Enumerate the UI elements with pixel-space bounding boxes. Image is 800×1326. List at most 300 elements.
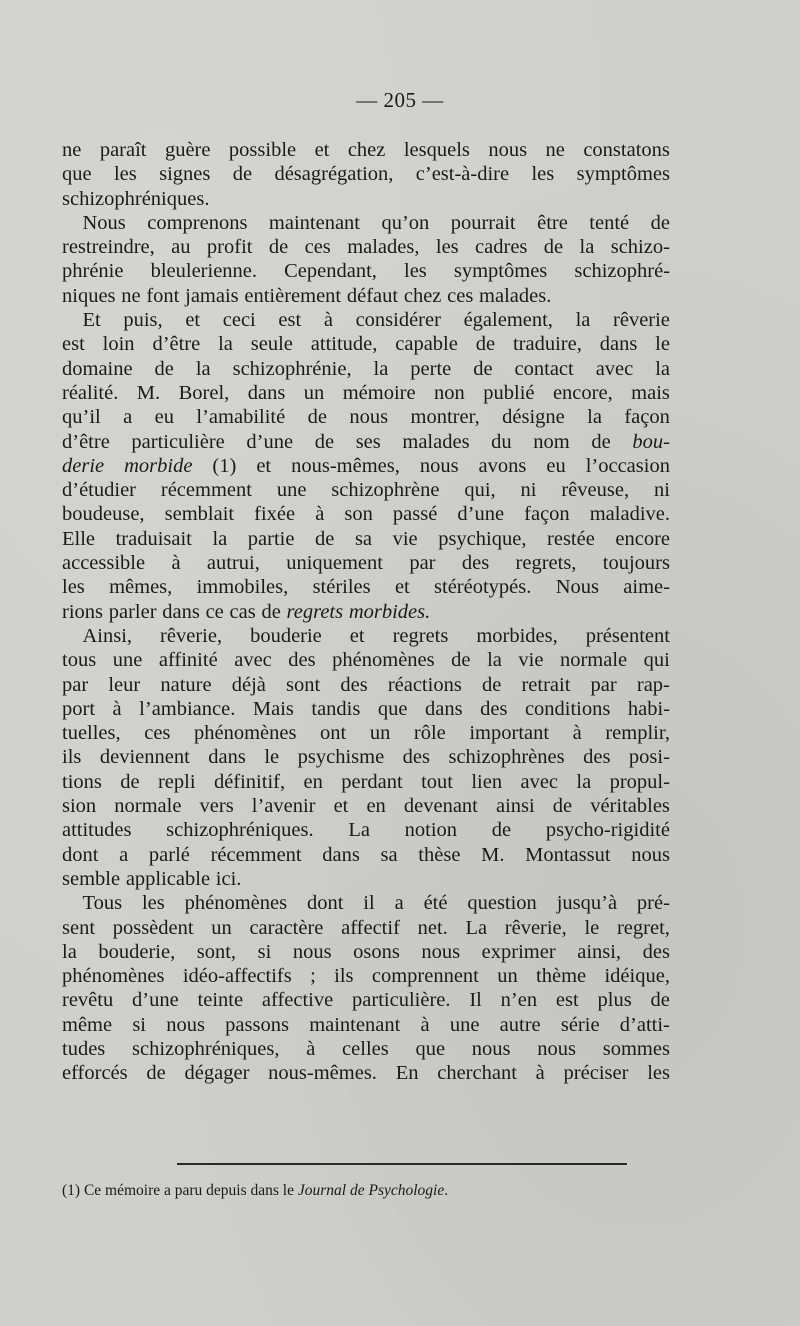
word: perte — [410, 357, 452, 380]
word: traduisait — [115, 527, 192, 550]
word: sa — [354, 527, 373, 550]
word: la — [587, 406, 602, 429]
word: psychisme — [297, 746, 385, 769]
word: le — [264, 746, 280, 769]
word: malades. — [479, 284, 552, 307]
word: accessible — [62, 552, 146, 575]
word: domaine — [62, 357, 133, 380]
word: profit — [206, 236, 253, 259]
word: restée — [547, 527, 595, 550]
word: des — [288, 649, 316, 672]
text-line — [62, 381, 670, 405]
word: idéo-affectifs — [182, 965, 292, 988]
word: En — [395, 1062, 419, 1085]
word: également, — [463, 309, 553, 332]
text-line — [62, 1013, 670, 1037]
word: Et — [82, 309, 101, 332]
word: font — [146, 284, 180, 307]
word: déjà — [231, 673, 266, 696]
word: dans — [162, 600, 200, 623]
word: ces — [447, 284, 474, 307]
word: phrénie — [62, 260, 124, 283]
word: rions — [62, 600, 103, 623]
word: M. — [136, 381, 161, 404]
word: psychique, — [438, 527, 527, 550]
word: la — [62, 940, 77, 963]
word: que — [62, 163, 92, 186]
word: ni — [653, 479, 670, 502]
word: osons — [353, 940, 400, 963]
word: de — [146, 1062, 166, 1085]
word: des — [642, 940, 670, 963]
word: des — [583, 746, 611, 769]
word: été — [423, 892, 448, 915]
word: une — [112, 649, 143, 672]
word: l’occasion — [585, 454, 670, 477]
word: la — [212, 527, 228, 550]
word: ainsi — [495, 795, 535, 818]
text-line — [62, 745, 670, 769]
word: la — [195, 357, 211, 380]
word: morbides, — [476, 624, 558, 647]
word: ceci — [222, 309, 256, 332]
text-line — [62, 600, 670, 624]
word: et — [185, 309, 201, 332]
word: mêmes, — [109, 576, 173, 599]
word: eu — [546, 454, 566, 477]
word: pré- — [636, 892, 670, 915]
word: passé — [392, 503, 438, 526]
text-line — [62, 259, 670, 283]
word: derie — [62, 454, 105, 477]
word: signes — [159, 163, 211, 186]
word: phénomènes — [332, 649, 435, 672]
word: toujours — [602, 552, 670, 575]
word: stéréotypés. — [434, 576, 532, 599]
word: récemment — [160, 479, 252, 502]
text-line — [62, 430, 670, 454]
word: la — [576, 770, 592, 793]
word: même — [62, 1013, 113, 1036]
word: de — [307, 406, 327, 429]
word: teinte — [197, 989, 244, 1012]
word: des — [480, 697, 508, 720]
word: morbide — [124, 454, 193, 477]
word: ainsi, — [577, 940, 622, 963]
word: ce — [205, 600, 224, 623]
word: de — [481, 673, 502, 696]
word: cas — [229, 600, 256, 623]
word: schizophréniques. — [62, 187, 210, 210]
word: vie — [518, 649, 544, 672]
word: tout — [421, 770, 453, 793]
word: de — [473, 357, 493, 380]
word: du — [491, 430, 512, 453]
word: ils — [334, 965, 354, 988]
word: ces — [144, 722, 171, 745]
word: bouderie — [250, 624, 322, 647]
word: avec — [234, 649, 272, 672]
word: question — [467, 892, 537, 915]
word: applicable — [125, 867, 211, 890]
word: par — [409, 552, 436, 575]
word: dans — [208, 746, 246, 769]
word: publié — [483, 381, 535, 404]
word: dont — [62, 843, 99, 866]
word: jamais — [185, 284, 239, 307]
word: nature — [160, 673, 212, 696]
word: montrer, — [410, 406, 480, 429]
word: de — [451, 649, 471, 672]
word: malades, — [347, 236, 420, 259]
word: deviennent — [99, 746, 190, 769]
word: une — [276, 479, 307, 502]
word: symptômes — [453, 260, 548, 283]
word: revêtu — [62, 989, 114, 1012]
word: les — [141, 892, 165, 915]
word: semble — [62, 867, 121, 890]
word: regrets, — [515, 552, 577, 575]
word: maladive. — [589, 503, 670, 526]
word: nous — [488, 139, 528, 161]
word: devenant — [403, 795, 478, 818]
word: réalité. — [62, 381, 119, 404]
word: dans — [599, 333, 638, 356]
word: l’ambiance. — [139, 697, 236, 720]
word: présentent — [585, 624, 670, 647]
word: Cependant, — [284, 260, 377, 283]
word: les — [62, 576, 85, 599]
word: qu’il — [62, 406, 101, 429]
word: rêveuse, — [561, 479, 630, 502]
word: à — [171, 552, 181, 575]
word: d’une — [457, 503, 505, 526]
word: affective — [261, 989, 334, 1012]
word: habi- — [627, 697, 670, 720]
word: d’une — [246, 430, 294, 453]
word: maintenant — [309, 1013, 401, 1036]
word: M. — [481, 843, 505, 866]
text-line — [62, 478, 670, 502]
word: pourrait — [450, 211, 516, 234]
word: nous — [471, 1037, 511, 1060]
word: Nous — [82, 211, 126, 234]
text-line — [62, 916, 670, 940]
word: de — [314, 430, 335, 453]
word: loin — [102, 333, 135, 356]
word: et — [314, 139, 330, 161]
word: de — [475, 333, 496, 356]
word: Elle — [62, 527, 96, 550]
word: La — [348, 819, 370, 842]
word: ont — [320, 722, 347, 745]
word: nous — [349, 406, 389, 429]
word: exprimer — [481, 940, 556, 963]
word: nous — [166, 1013, 205, 1036]
word: rêverie, — [504, 916, 567, 939]
word: façon — [624, 406, 670, 429]
word: regret, — [616, 916, 670, 939]
word: de — [261, 600, 281, 623]
word: être — [537, 211, 568, 234]
word: encore, — [552, 381, 613, 404]
word: thèse — [418, 843, 461, 866]
word: perdant — [341, 770, 403, 793]
word: sont — [286, 673, 321, 696]
word: la — [373, 357, 389, 380]
word: nous — [537, 1037, 576, 1060]
word: celles — [342, 1037, 389, 1060]
page-number: — 205 — — [356, 88, 444, 112]
word: en — [303, 770, 323, 793]
word: port — [62, 697, 96, 720]
word: la — [487, 649, 502, 672]
word: tudes — [62, 1037, 106, 1060]
word: particulière — [131, 430, 225, 453]
word: bleulerienne. — [150, 260, 258, 283]
word: c’est-à-dire — [415, 163, 510, 186]
word: à — [315, 503, 325, 526]
word: l’amabilité — [196, 406, 286, 429]
word: et — [394, 576, 410, 599]
word: d’une — [132, 989, 179, 1012]
text-line — [62, 648, 670, 672]
word: maintenant — [268, 211, 360, 234]
word: schizophréniques, — [132, 1037, 280, 1060]
word: des — [340, 673, 368, 696]
word: les — [647, 1062, 670, 1085]
word: Tous — [82, 892, 123, 915]
text-line — [62, 575, 670, 599]
word: restreindre, — [62, 236, 155, 259]
word: l’avenir — [251, 795, 316, 818]
word: par — [62, 673, 89, 696]
word: à — [323, 309, 333, 332]
word: normale — [114, 795, 182, 818]
text-line — [62, 235, 670, 259]
text-line — [62, 891, 670, 915]
word: schizophrénie, — [232, 357, 352, 380]
word: des — [461, 552, 490, 575]
word: lien — [471, 770, 503, 793]
word: sont, — [196, 940, 237, 963]
text-line — [62, 308, 670, 332]
text-line — [62, 1037, 670, 1061]
word: tions — [62, 770, 102, 793]
word: capable — [395, 333, 458, 356]
word: d’être — [62, 430, 110, 453]
word: rêverie — [613, 309, 670, 332]
word: mémoire — [342, 381, 416, 404]
word: à — [306, 1037, 316, 1060]
text-line — [62, 1061, 670, 1085]
word: autre — [499, 1013, 541, 1036]
word: qui — [643, 649, 670, 672]
word: de — [120, 770, 140, 793]
word: a — [394, 892, 404, 915]
word: nous-mêmes. — [268, 1062, 377, 1085]
word: dont — [306, 892, 344, 915]
text-line — [62, 940, 670, 964]
word: d’étudier — [62, 479, 136, 502]
word: seule — [250, 333, 293, 356]
word: ; — [310, 965, 316, 988]
word: Montassut — [525, 843, 611, 866]
word: si — [257, 940, 272, 963]
word: le — [584, 916, 600, 939]
text-line — [62, 551, 670, 575]
word: rap- — [636, 673, 670, 696]
word: schizophrène — [331, 479, 440, 502]
word: de — [232, 163, 253, 186]
word: préciser — [563, 1062, 629, 1085]
word: Il — [469, 989, 482, 1012]
word: la — [218, 333, 233, 356]
text-line — [62, 770, 670, 794]
word: net. — [417, 916, 448, 939]
word: que — [377, 697, 408, 720]
word: qui, — [464, 479, 496, 502]
word: lesquels — [403, 139, 470, 161]
word: considérer — [355, 309, 441, 332]
word: au — [171, 236, 191, 259]
word: boudeuse, — [62, 503, 145, 526]
word: de — [650, 989, 670, 1012]
word: repli — [157, 770, 196, 793]
text-line — [62, 138, 670, 162]
word: autrui, — [206, 552, 260, 575]
word: véritables — [590, 795, 670, 818]
word: ils — [62, 746, 82, 769]
word: possible — [228, 139, 297, 161]
word: a — [123, 406, 133, 429]
word: a — [119, 843, 129, 866]
word: puis, — [123, 309, 163, 332]
word: la — [655, 357, 670, 380]
word: plus — [597, 989, 632, 1012]
word: à — [112, 697, 122, 720]
word: particulière. — [352, 989, 451, 1012]
word: les — [113, 163, 137, 186]
word: récemment — [210, 843, 302, 866]
word: bou- — [632, 430, 670, 453]
text-line — [62, 624, 670, 648]
word: comprenons — [147, 211, 248, 234]
word: dans — [322, 843, 360, 866]
word: regrets — [286, 600, 344, 623]
word: un — [303, 381, 325, 404]
text-line — [62, 284, 670, 308]
word: de — [591, 430, 611, 453]
word: tuelles, — [62, 722, 121, 745]
word: jusqu’à — [556, 892, 618, 915]
word: nous — [631, 843, 670, 866]
word: rêverie, — [160, 624, 223, 647]
word: ni — [520, 479, 537, 502]
word: n’en — [500, 989, 538, 1012]
word: stériles — [312, 576, 371, 599]
text-line — [62, 818, 670, 842]
text-line — [62, 211, 670, 235]
word: en — [366, 795, 386, 818]
word: ne — [121, 284, 141, 307]
word: niques — [62, 284, 116, 307]
word: important — [469, 722, 550, 745]
word: entièrement — [244, 284, 342, 307]
word: possèdent — [112, 916, 194, 939]
word: sommes — [602, 1037, 670, 1060]
word: avec — [595, 357, 634, 380]
word: schizo- — [610, 236, 670, 259]
text-line — [62, 988, 670, 1012]
word: cherchant — [437, 1062, 517, 1085]
footnote-journal-title: Journal de Psychologie — [297, 1182, 445, 1199]
word: est — [278, 309, 302, 332]
word: la — [575, 309, 591, 332]
word: semblait — [164, 503, 235, 526]
word: nous — [421, 940, 461, 963]
word: remplir, — [605, 722, 670, 745]
word: mais — [631, 381, 670, 404]
word: ces — [304, 236, 331, 259]
word: fixée — [254, 503, 296, 526]
word: à — [572, 722, 582, 745]
word: si — [132, 1013, 146, 1036]
word: bouderie, — [98, 940, 176, 963]
word: traduire, — [512, 333, 582, 356]
word: ses — [355, 430, 381, 453]
word: regrets — [392, 624, 449, 647]
word: nous — [292, 940, 332, 963]
word: définitif, — [213, 770, 286, 793]
text-line — [62, 794, 670, 818]
word: de — [491, 819, 512, 842]
word: guère — [164, 139, 211, 161]
word: tous — [62, 649, 97, 672]
word: par — [590, 673, 617, 696]
word: Mais — [252, 697, 294, 720]
word: désagrégation, — [274, 163, 394, 186]
word: dans — [425, 697, 463, 720]
text-line — [62, 843, 670, 867]
text-line — [62, 454, 670, 478]
word: série — [560, 1013, 600, 1036]
word: avons — [478, 454, 527, 477]
text-line — [62, 673, 670, 697]
word: et — [333, 795, 349, 818]
text-line — [62, 527, 670, 551]
text-line — [62, 697, 670, 721]
word: Ainsi, — [82, 624, 133, 647]
word: sent — [62, 916, 96, 939]
word: phénomènes — [193, 722, 297, 745]
word: est — [555, 989, 579, 1012]
word: chez — [403, 284, 442, 307]
word: le — [655, 333, 670, 356]
word: affinité — [158, 649, 218, 672]
word: eu — [154, 406, 174, 429]
word: nous — [419, 454, 459, 477]
word: de — [315, 527, 335, 550]
word: contact — [514, 357, 574, 380]
word: psycho-rigidité — [545, 819, 670, 842]
text-line — [62, 721, 670, 745]
text-line — [62, 405, 670, 429]
word: ne — [62, 139, 82, 161]
word: constatons — [583, 139, 670, 161]
word: paraît — [99, 139, 147, 161]
word: à — [535, 1062, 545, 1085]
